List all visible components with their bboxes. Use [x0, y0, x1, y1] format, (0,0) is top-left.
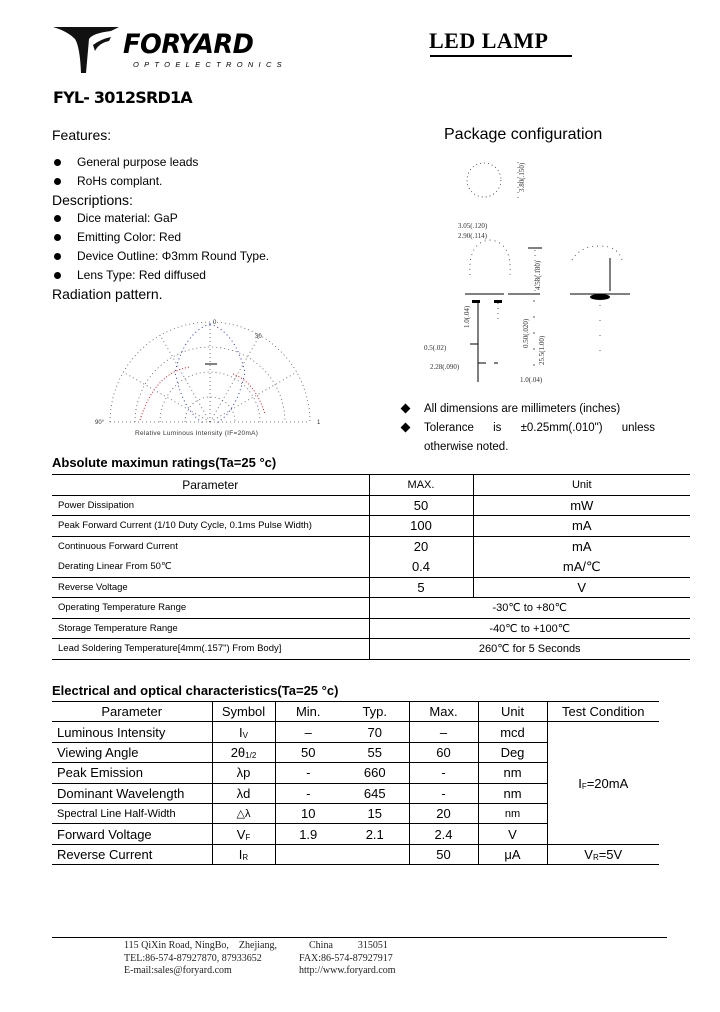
col-min: Min.	[275, 702, 341, 722]
feature-item: RoHs complant.	[52, 172, 198, 191]
table-row	[52, 844, 659, 864]
row-unit: mW	[473, 495, 690, 516]
dim-lead-gap: 0.5(.02)	[424, 344, 447, 352]
row-min: -	[275, 783, 341, 803]
footer-website[interactable]: http://www.foryard.com	[299, 965, 396, 976]
row-symbol	[212, 824, 275, 844]
row-param: Viewing Angle	[52, 742, 212, 762]
row-param: Reverse Voltage	[52, 577, 369, 598]
row-max: –	[409, 722, 478, 742]
row-symbol	[212, 844, 275, 864]
row-typ: 2.1	[341, 824, 409, 844]
description-item: Dice material: GaP	[52, 209, 269, 228]
cond-value: =20mA	[586, 775, 629, 791]
dim-dia-outer: 3.05(.120)	[458, 222, 488, 230]
svg-text:0: 0	[213, 320, 217, 326]
row-min: 50	[275, 742, 341, 762]
row-typ: 645	[341, 783, 409, 803]
description-item: Device Outline: Φ3mm Round Type.	[52, 247, 269, 266]
footer-tel: TEL:86-574-87927870, 87933652	[124, 952, 262, 964]
row-symbol	[212, 763, 275, 783]
svg-text:4.58(.180): 4.58(.180)	[534, 260, 542, 290]
row-param: Peak Forward Current (1/10 Duty Cycle, 0.1ms Pulse Width)	[52, 516, 369, 537]
symbol-main: V	[236, 826, 246, 842]
table-row	[52, 516, 690, 537]
svg-text:3.80(.150): 3.80(.150)	[518, 162, 526, 192]
table-row	[52, 598, 690, 619]
table-header-row	[52, 702, 659, 722]
footer-address: 115 QiXin Road, NingBo, Zhejiang,	[124, 940, 277, 951]
row-max: 50	[369, 495, 473, 516]
symbol-main: △λ	[236, 808, 251, 821]
row-min	[275, 844, 341, 864]
symbol-main: λd	[236, 785, 251, 801]
brand-subtitle: OPTOELECTRONICS	[133, 60, 287, 69]
symbol-sub: V	[242, 730, 248, 740]
descriptions-heading: Descriptions:	[52, 192, 133, 208]
row-unit: mA	[473, 516, 690, 537]
tolerance-word: Tolerance	[424, 422, 474, 434]
row-max: 60	[409, 742, 478, 762]
row-max: -	[409, 783, 478, 803]
tolerance-value: ±0.25mm(.010")	[520, 422, 603, 434]
row-max: 0.4	[369, 557, 473, 578]
row-typ: 660	[341, 763, 409, 783]
description-item: Emitting Color: Red	[52, 228, 269, 247]
features-list	[52, 153, 198, 191]
col-unit: Unit	[473, 475, 690, 496]
cond-sub: R	[592, 852, 599, 862]
row-param: Derating Linear From 50℃	[58, 561, 172, 572]
row-unit: V	[473, 577, 690, 598]
svg-text:25.5(1.00): 25.5(1.00)	[538, 335, 546, 365]
radiation-heading: Radiation pattern.	[52, 286, 163, 302]
row-param: Reverse Current	[52, 844, 212, 864]
row-max: 5	[369, 577, 473, 598]
document-title: LED LAMP	[429, 28, 549, 53]
symbol-main: I	[239, 724, 243, 740]
tolerance-unless: unless	[621, 422, 655, 434]
footer-email[interactable]: E-mail:sales@foryard.com	[124, 965, 232, 976]
dim-min-len: 1.0(.04)	[520, 376, 543, 384]
row-value: -30℃ to +80℃	[369, 598, 690, 619]
cond-sub: F	[581, 781, 587, 791]
row-max: -	[409, 763, 478, 783]
row-unit: μA	[478, 844, 547, 864]
features-heading: Features:	[52, 127, 112, 143]
col-max: Max.	[409, 702, 478, 722]
note-units: All dimensions are millimeters (inches)	[400, 400, 655, 419]
package-heading: Package configuration	[444, 126, 603, 143]
cond-value: =5V	[598, 846, 623, 862]
row-unit: mcd	[478, 722, 547, 742]
svg-text:90°: 90°	[95, 420, 105, 426]
title-underline	[430, 55, 572, 57]
row-max: 100	[369, 516, 473, 537]
elec-chars-heading: Electrical and optical characteristics(Ta=25 °c)	[52, 683, 339, 698]
row-min: -	[275, 763, 341, 783]
row-max: 20	[409, 803, 478, 823]
row-symbol	[212, 803, 275, 823]
row-unit: Deg	[478, 742, 547, 762]
test-condition-vr	[547, 844, 659, 864]
row-param: Dominant Wavelength	[52, 783, 212, 803]
row-param: Operating Temperature Range	[52, 598, 369, 619]
table-row	[52, 536, 690, 557]
note-tolerance	[400, 419, 655, 457]
package-outline-graphic	[420, 150, 660, 390]
dimension-notes	[400, 400, 655, 457]
dim-pitch: 2.28(.090)	[430, 363, 460, 371]
row-symbol	[212, 722, 275, 742]
elec-chars-table	[52, 701, 659, 865]
company-logo	[53, 25, 287, 75]
row-unit: nm	[478, 763, 547, 783]
footer-contact	[124, 940, 396, 978]
table-header-row	[52, 475, 690, 496]
footer-country: China 315051	[299, 940, 388, 951]
radiation-pattern-chart	[95, 312, 325, 442]
row-unit: V	[478, 824, 547, 844]
foryard-swoosh-icon	[53, 25, 119, 75]
row-symbol	[212, 742, 275, 762]
col-test-condition: Test Condition	[547, 702, 659, 722]
symbol-sub: F	[245, 832, 251, 842]
row-typ: 70	[341, 722, 409, 742]
test-condition-if	[547, 722, 659, 844]
table-row	[52, 577, 690, 598]
row-param: Luminous Intensity	[52, 722, 212, 742]
row-param: Storage Temperature Range	[52, 618, 369, 639]
tolerance-is: is	[493, 422, 502, 434]
col-max: MAX.	[369, 475, 473, 496]
row-param: Peak Emission	[52, 763, 212, 783]
package-drawing	[420, 150, 660, 390]
abs-ratings-table	[52, 474, 690, 660]
symbol-main: I	[238, 846, 243, 862]
svg-text:0.50(.020): 0.50(.020)	[522, 318, 530, 348]
col-parameter: Parameter	[52, 475, 369, 496]
row-unit: nm	[478, 803, 547, 823]
col-symbol: Symbol	[212, 702, 275, 722]
part-number: FYL- 3012SRD1A	[53, 88, 192, 107]
row-unit: mA	[473, 536, 690, 557]
footer-fax: FAX:86-574-87927917	[299, 952, 393, 964]
row-unit: nm	[478, 783, 547, 803]
row-unit: mA/℃	[473, 557, 690, 578]
row-max: 20	[369, 536, 473, 557]
row-typ: 15	[341, 803, 409, 823]
description-item: Lens Type: Red diffused	[52, 266, 269, 285]
abs-ratings-heading: Absolute maximun ratings(Ta=25 °c)	[52, 455, 277, 470]
cond-symbol: I	[578, 775, 582, 791]
row-symbol	[212, 783, 275, 803]
symbol-main: λp	[236, 765, 251, 781]
svg-text:1: 1	[317, 420, 321, 426]
row-max: 50	[409, 844, 478, 864]
feature-item: General purpose leads	[52, 153, 198, 172]
row-typ: 55	[341, 742, 409, 762]
cond-symbol: V	[584, 846, 593, 862]
col-parameter: Parameter	[52, 702, 212, 722]
symbol-sub: R	[242, 852, 249, 862]
footer-divider	[52, 937, 667, 938]
descriptions-list	[52, 209, 269, 285]
row-min: 10	[275, 803, 341, 823]
symbol-main: 2θ	[230, 744, 246, 760]
row-typ	[341, 844, 409, 864]
dim-dia-inner: 2.90(.114)	[458, 232, 487, 240]
svg-text:1.0(.04): 1.0(.04)	[463, 305, 471, 328]
row-min: –	[275, 722, 341, 742]
symbol-sub: 1/2	[245, 750, 257, 760]
table-row	[52, 557, 690, 578]
polar-plot-graphic	[95, 312, 325, 442]
row-value: -40℃ to +100℃	[369, 618, 690, 639]
radiation-caption: Relative Luminous Intensity (IF=20mA)	[135, 430, 259, 437]
row-value: 260℃ for 5 Seconds	[369, 639, 690, 660]
row-param: Lead Soldering Temperature[4mm(.157") From Body]	[52, 639, 369, 660]
row-min: 1.9	[275, 824, 341, 844]
row-param: Power Dissipation	[52, 495, 369, 516]
tolerance-continuation: otherwise noted.	[424, 441, 509, 453]
table-row	[52, 618, 690, 639]
col-typ: Typ.	[341, 702, 409, 722]
table-row	[52, 495, 690, 516]
row-max: 2.4	[409, 824, 478, 844]
row-param: Continuous Forward Current	[52, 536, 369, 557]
col-unit: Unit	[478, 702, 547, 722]
table-row	[52, 722, 659, 742]
row-param: Forward Voltage	[52, 824, 212, 844]
row-param: Spectral Line Half-Width	[52, 803, 212, 823]
brand-name: FORYARD	[123, 29, 254, 60]
table-row	[52, 639, 690, 660]
svg-text:30: 30	[255, 334, 262, 340]
